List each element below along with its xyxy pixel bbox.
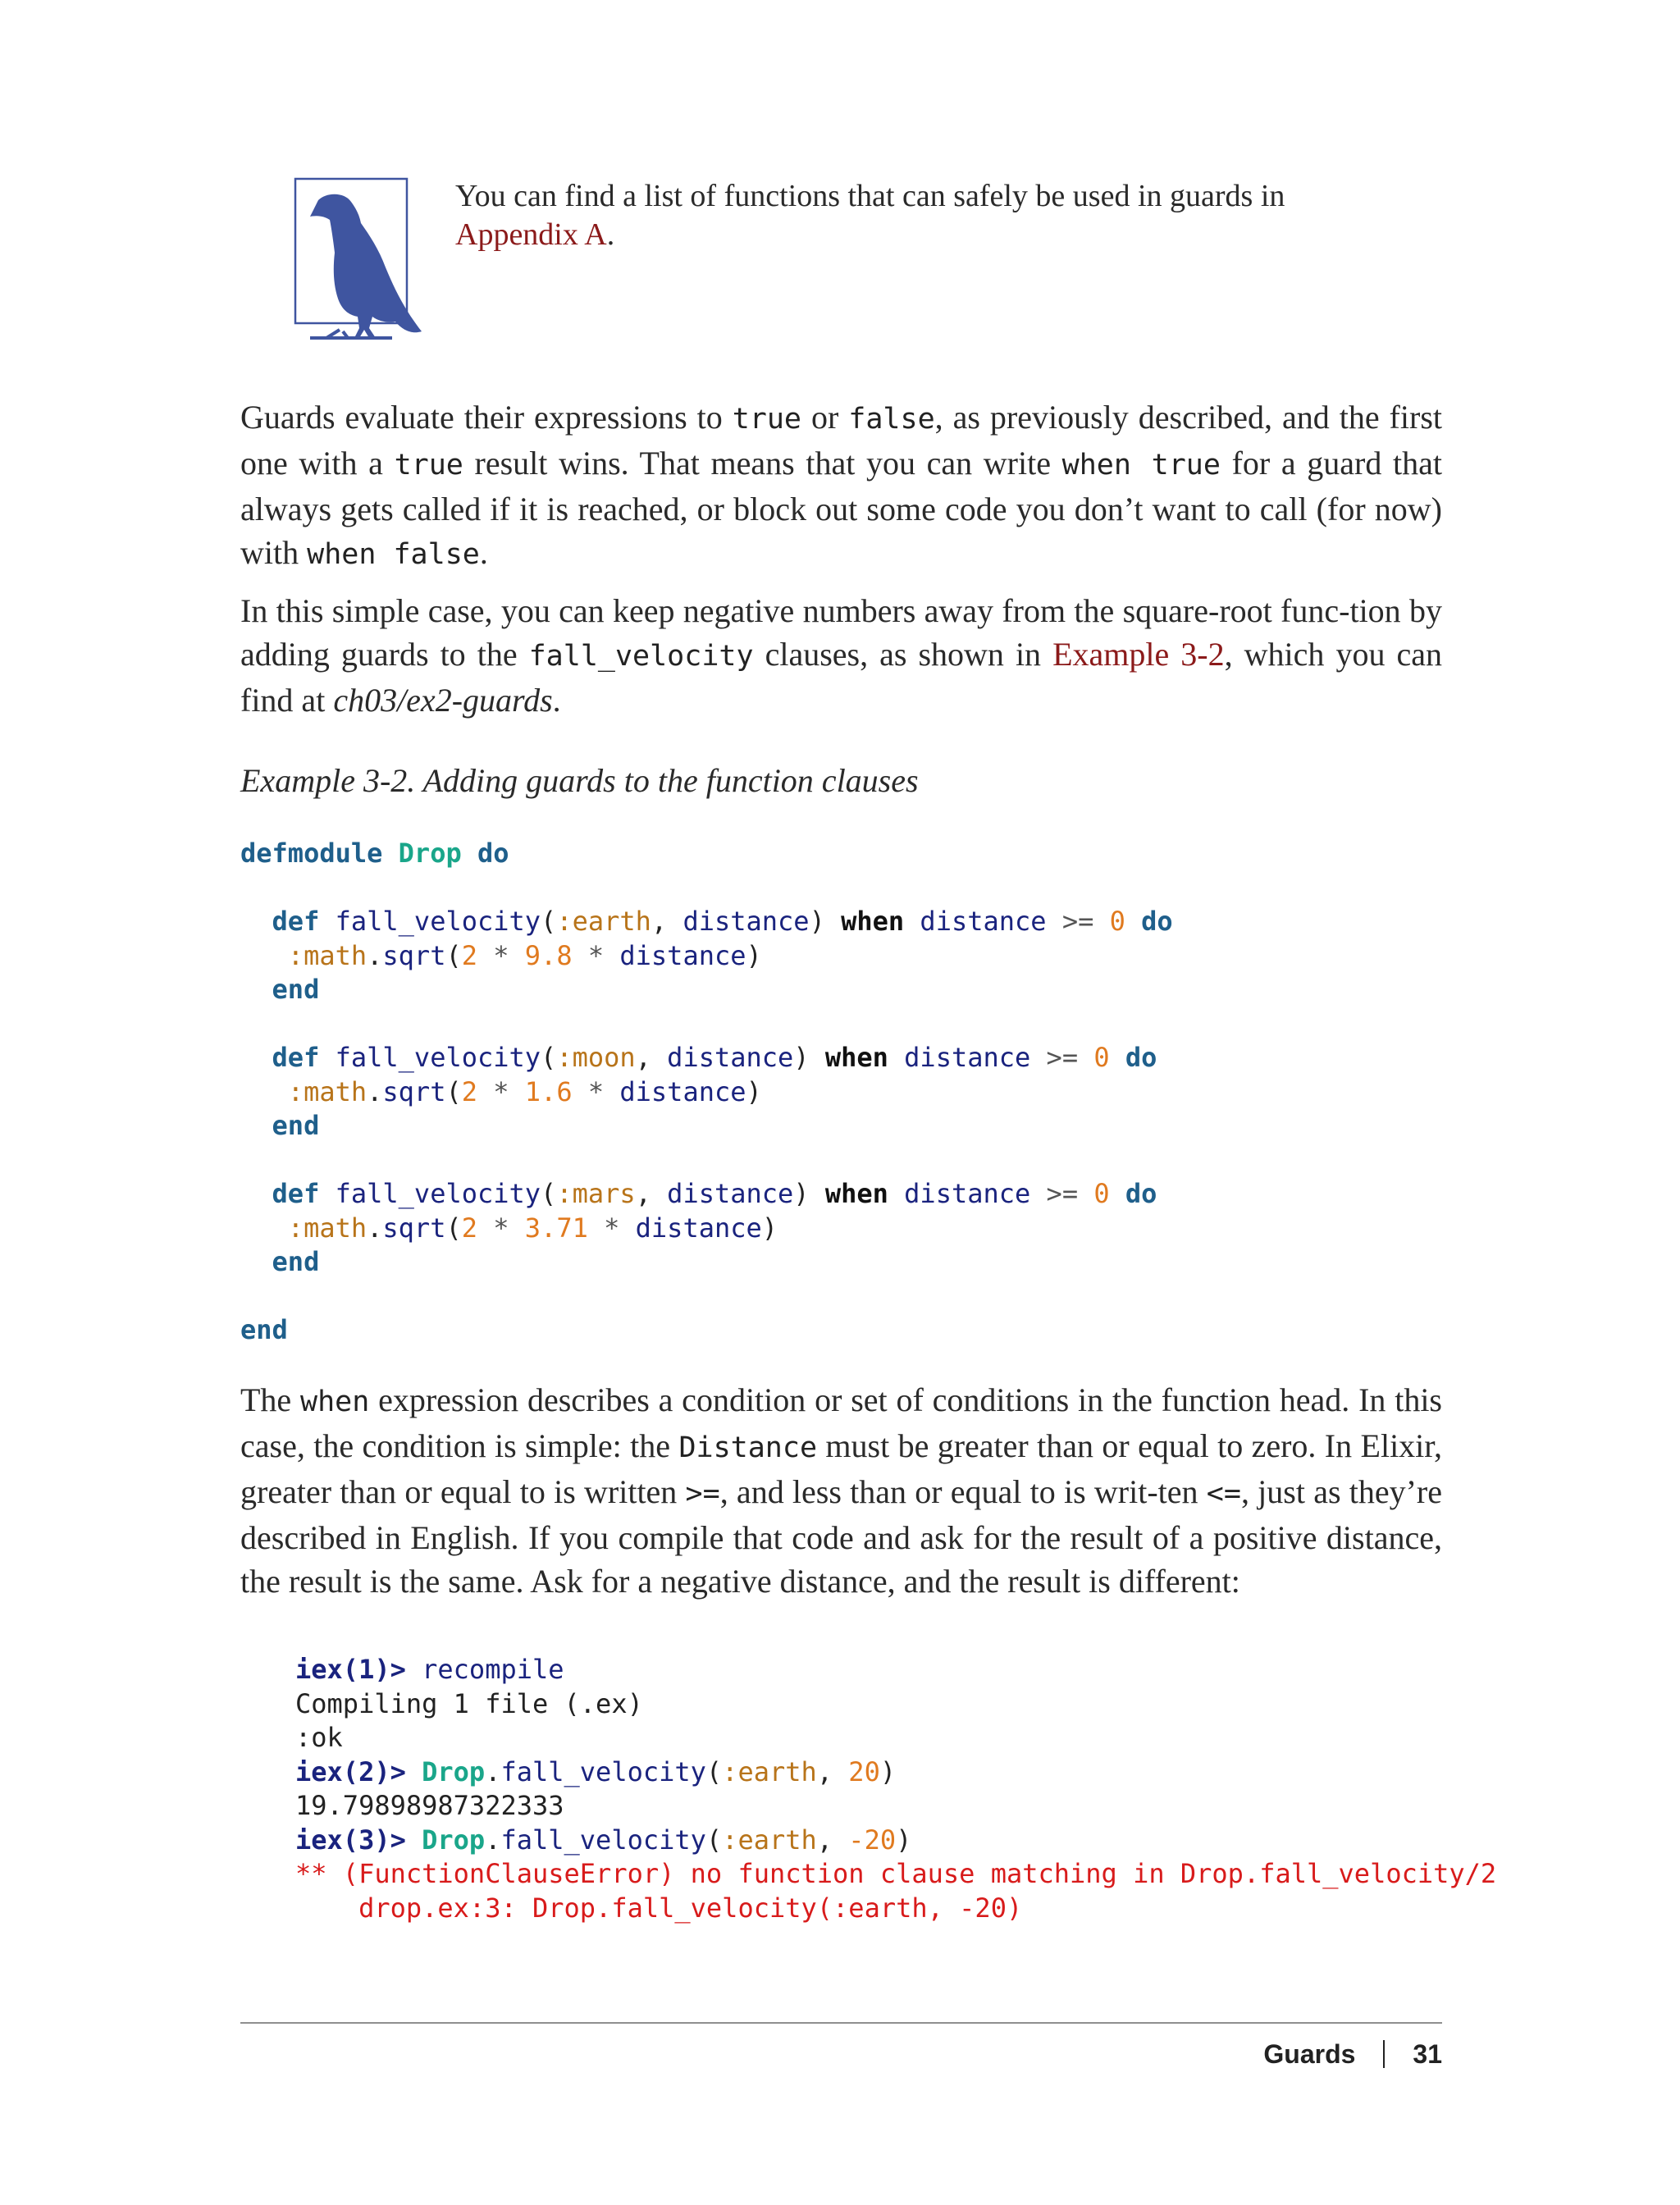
operator: >= (1046, 1042, 1079, 1073)
page-number: 31 (1413, 2039, 1442, 2069)
function-name: sqrt (382, 1075, 446, 1107)
operator: >= (1061, 906, 1094, 937)
text: In this simple case, you can keep negative numbers away from the square-root func-tion by adding guards to the (240, 592, 1442, 673)
code-inline: Distance (678, 1431, 818, 1464)
atom: :earth (722, 1755, 817, 1787)
number: 0 (1093, 1042, 1110, 1073)
atom: :earth (556, 906, 651, 937)
tip-text (455, 177, 1358, 254)
atom: :moon (556, 1042, 636, 1073)
function-name: fall_velocity (500, 1824, 706, 1856)
error-message: ** (FunctionClauseError) no function clause matching in Drop.fall_velocity/2 (295, 1858, 1497, 1889)
operator: * (604, 1212, 620, 1244)
module-name: Drop (422, 1824, 486, 1856)
variable: distance (667, 1178, 794, 1209)
variable: distance (619, 1075, 746, 1107)
module-name: Drop (398, 838, 462, 869)
keyword: end (240, 1314, 288, 1345)
text: , and less than or equal to is writ-ten (719, 1473, 1207, 1510)
iex-command: recompile (422, 1654, 564, 1685)
keyword: when (824, 1042, 888, 1073)
variable: distance (920, 906, 1047, 937)
variable: distance (904, 1042, 1031, 1073)
number: 0 (1093, 1178, 1110, 1209)
code-inline: when true (1061, 449, 1221, 482)
number: 9.8 (524, 939, 573, 971)
text: , as previously described, and the first one with a (240, 399, 1442, 482)
iex-output: 19.79898987322333 (295, 1790, 564, 1821)
number: 3.71 (524, 1212, 588, 1244)
text: for a guard that always gets called if it is reached, or block out some code you don’t want to call (for now) with (240, 445, 1443, 571)
operator: * (493, 939, 509, 971)
tip-box (294, 177, 1442, 349)
operator: * (587, 1075, 605, 1107)
code-inline: false (848, 403, 935, 436)
example-caption: Example 3-2. Adding guards to the function clauses (240, 762, 919, 799)
keyword: when (841, 906, 905, 937)
text: The (240, 1381, 300, 1418)
keyword: def (272, 1042, 320, 1073)
text: Guards evaluate their expressions to (240, 399, 733, 436)
keyword: def (272, 906, 320, 937)
text: must be greater than or equal to zero. In Elixir, greater than or equal to is written (240, 1427, 1443, 1510)
operator: * (493, 1075, 509, 1107)
operator: >= (1046, 1178, 1079, 1209)
atom: :math (287, 1212, 368, 1244)
appendix-link[interactable]: Appendix A (455, 217, 607, 252)
function-name: sqrt (382, 1212, 446, 1244)
paragraph-when-expression (240, 1378, 1442, 1603)
iex-prompt: iex(1)> (295, 1654, 406, 1685)
number: 1.6 (524, 1075, 573, 1107)
iex-prompt: iex(3)> (295, 1824, 406, 1856)
example-link[interactable]: Example 3-2 (1052, 636, 1225, 673)
footer-separator (1383, 2040, 1385, 2068)
text: . (552, 682, 561, 719)
variable: distance (619, 939, 746, 971)
code-inline: when false (307, 538, 480, 571)
function-name: fall_velocity (500, 1755, 706, 1787)
code-inline: <= (1206, 1477, 1241, 1510)
text: or (801, 399, 849, 436)
atom: :mars (556, 1178, 636, 1209)
function-name: fall_velocity (335, 1042, 541, 1073)
code-inline: true (732, 403, 801, 436)
page-footer (1263, 2039, 1442, 2070)
variable: distance (904, 1178, 1031, 1209)
keyword: do (1141, 906, 1173, 937)
variable: distance (635, 1212, 762, 1244)
atom: :earth (722, 1824, 817, 1856)
operator: * (587, 939, 605, 971)
module-name: Drop (422, 1755, 486, 1787)
operator: * (493, 1212, 509, 1244)
number: 20 (848, 1755, 880, 1787)
error-trace: drop.ex:3: Drop.fall_velocity(:earth, -20) (295, 1892, 1023, 1924)
text: expression describes a condition or set of conditions in the function head. In this case, the condition is simple: the (240, 1381, 1443, 1464)
tip-text-main: You can find a list of functions that can safely be used in guards in (455, 179, 1285, 213)
atom: :math (287, 1075, 368, 1107)
text: . (479, 534, 488, 571)
footer-section: Guards (1263, 2039, 1356, 2069)
variable: distance (682, 906, 810, 937)
keyword: end (272, 974, 320, 1005)
paragraph-guards-evaluate (240, 395, 1442, 577)
text: result wins. That means that you can write (463, 445, 1062, 482)
text: clauses, as shown in (753, 636, 1053, 673)
atom: :math (287, 939, 368, 971)
keyword: do (477, 838, 509, 869)
code-inline: >= (685, 1477, 720, 1510)
function-name: fall_velocity (335, 906, 541, 937)
code-listing: defmodule Drop do def fall_velocity(:earth, distance) when distance >= 0 do :math.sqrt(2 * 9.8 * distance) end def fall_velocity(:moon, distance) when distance >= 0 do :math.sqrt(2 * 1.6 * distance) end def fall_velocity(:mars, distance) when distance >= 0 do :math.sqrt(2 * 3.71 * distance) end end (240, 838, 1173, 1345)
keyword: when (824, 1178, 888, 1209)
keyword: defmodule (240, 838, 383, 869)
function-name: fall_velocity (335, 1178, 541, 1209)
keyword: def (272, 1178, 320, 1209)
code-inline: true (394, 449, 463, 482)
text: , just as they’re described in English. If you compile that code and ask for the result of a positive distance, the result is the same. Ask for a negative distance, and the result is different: (240, 1473, 1443, 1600)
code-inline: when (300, 1386, 370, 1418)
iex-session: iex(1)> recompile Compiling 1 file (.ex) :ok iex(2)> Drop.fall_velocity(:earth, 20) 19.79898987322333 iex(3)> Drop.fall_velocity(:earth, -20) ** (FunctionClauseError) no function clause matching in Drop.fall_velocity/2 drop.ex:3: Drop.fall_velocity(:earth, -20) (295, 1654, 1497, 1924)
bird-icon (294, 177, 425, 346)
function-name: sqrt (382, 939, 446, 971)
keyword: do (1125, 1178, 1157, 1209)
iex-prompt: iex(2)> (295, 1755, 406, 1787)
keyword: end (272, 1110, 320, 1141)
keyword: do (1125, 1042, 1157, 1073)
iex-output: :ok (295, 1722, 343, 1753)
tip-text-end: . (606, 217, 615, 252)
code-inline: fall_velocity (528, 640, 754, 673)
text: , which you can find at (240, 636, 1442, 719)
number: -20 (848, 1824, 897, 1856)
footer-rule (240, 2022, 1442, 2024)
paragraph-simple-case (240, 589, 1442, 722)
keyword: end (272, 1246, 320, 1277)
number: 2 (461, 1075, 477, 1107)
iex-output: Compiling 1 file (.ex) (295, 1687, 643, 1719)
number: 2 (461, 1212, 477, 1244)
number: 0 (1109, 906, 1125, 937)
number: 2 (461, 939, 477, 971)
variable: distance (667, 1042, 794, 1073)
file-path: ch03/ex2-guards (333, 682, 553, 719)
